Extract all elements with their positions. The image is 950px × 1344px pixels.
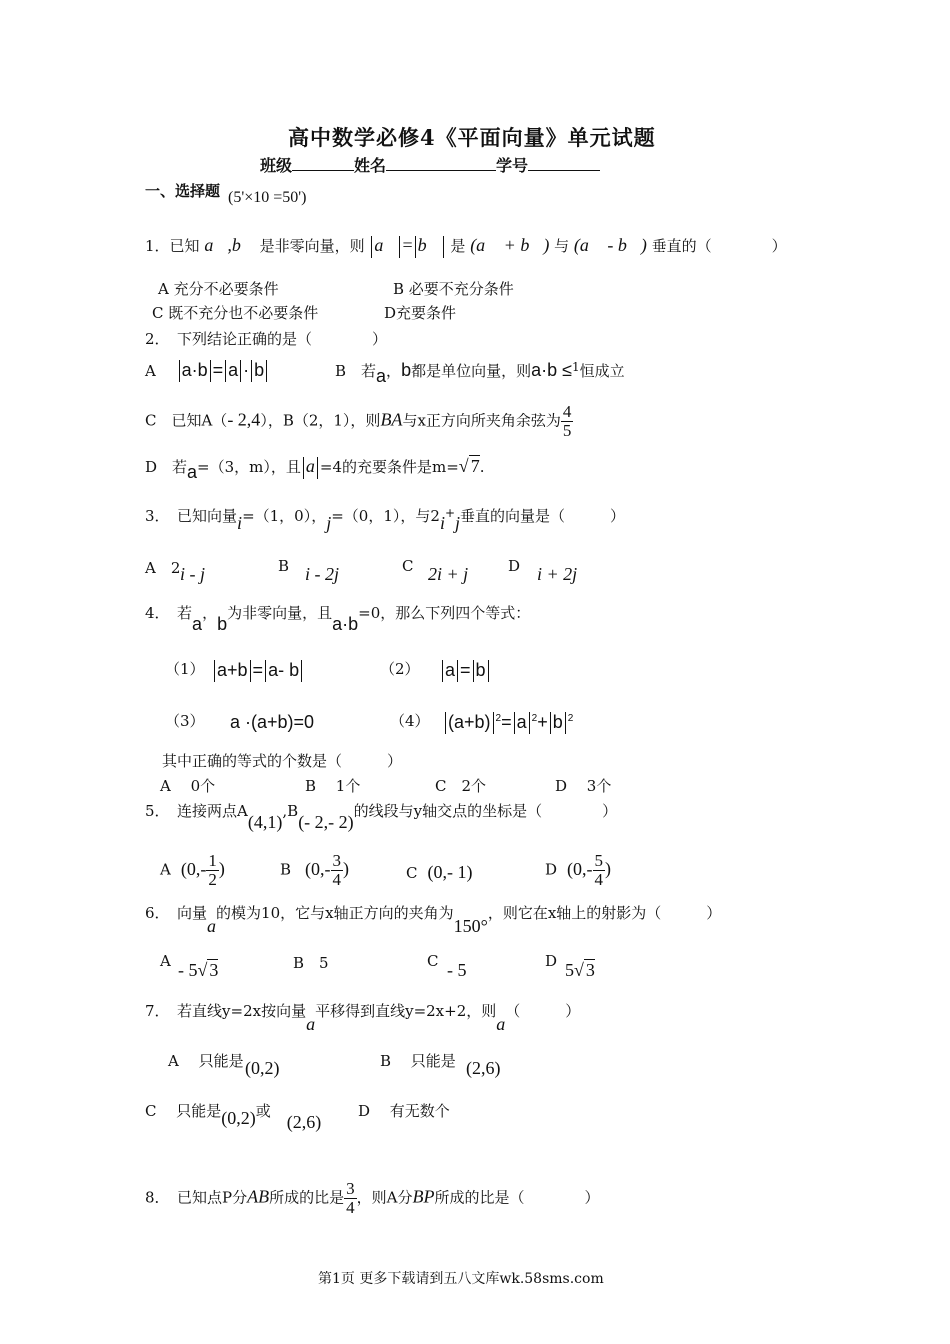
q4-comma: ，	[202, 604, 218, 622]
q3-option-d[interactable]: D	[508, 557, 521, 575]
q2-c-frac-num: 4	[562, 402, 572, 421]
q2-c-frac-den: 5	[562, 421, 572, 440]
q3-option-c[interactable]: C	[402, 557, 414, 575]
q7-option-c[interactable]	[145, 1100, 322, 1132]
q3-option-a[interactable]	[145, 557, 180, 578]
q2-c-point: - 2,4	[227, 409, 261, 430]
q5-comma: ,B	[282, 802, 299, 820]
q1-num: 1．已知	[145, 237, 200, 255]
q4-question: 其中正确的等式的个数是（ ）	[162, 752, 403, 770]
q2-c-end: 与x正方向所夹角余弦为	[402, 411, 561, 430]
name-label: 姓名	[354, 156, 387, 175]
q3-option-b[interactable]: B	[278, 557, 290, 575]
q5-option-a[interactable]: A (0,- $\frac{1}{2}$ )	[160, 851, 225, 889]
q6-option-c[interactable]: C	[427, 952, 439, 970]
q2-d-pre: D 若	[145, 458, 188, 476]
q6-option-b[interactable]: B 5	[293, 954, 329, 972]
q4-eq3-label: （3）	[165, 712, 205, 730]
q3-option-c-expr: 2i + j	[428, 564, 469, 584]
q2-c-vector: BA	[380, 409, 403, 430]
q5-a-num: 1	[208, 851, 217, 870]
q2-d-dot: .	[479, 458, 485, 476]
page-footer: 第1页 更多下载请到五八文库wk.58sms.com	[318, 1271, 604, 1287]
q6-option-c-value: - 5	[447, 960, 467, 980]
q8-stem-pre: 8． 已知点P分	[145, 1188, 248, 1207]
q2-c-mid: ），B（2，1），则	[260, 411, 381, 430]
q4-eq4: (a+b) $^2$= a $^2$+ b $^2$	[443, 712, 573, 734]
class-blank[interactable]	[292, 170, 354, 171]
q5-point-b: (- 2,- 2)	[298, 812, 354, 832]
q4-option-b[interactable]: B 1个	[305, 777, 361, 795]
q2-d-end: =4的充要条件是m=	[319, 458, 459, 476]
q3-plus: +	[444, 506, 456, 520]
q2-option-b[interactable]: B 若a，b都是单位向量，则a·b ≤$^1$恒成立	[335, 360, 625, 386]
q1-text3: 与	[554, 237, 570, 255]
page-title: 高中数学必修4《平面向量》单元试题	[288, 125, 656, 150]
q4-eq3: a ·(a+b)=0	[230, 712, 315, 732]
q5-stem-end: 的线段与y轴交点的坐标是（ ）	[353, 802, 618, 820]
number-label: 学号	[496, 156, 529, 175]
q6-option-d[interactable]: D	[545, 952, 558, 970]
q5-option-b[interactable]: B (0,- $\frac{3}{4}$ )	[280, 851, 350, 889]
q7-c-label: C 只能是	[145, 1102, 222, 1120]
q5-b-label: B	[280, 860, 292, 879]
q4-eq1: a+b = a- b	[212, 660, 304, 682]
q4-option-c[interactable]: C 2个	[435, 777, 487, 795]
q7-option-b-value: (2,6)	[466, 1058, 501, 1078]
q6-option-a[interactable]: A	[160, 952, 171, 970]
q7-c-val2: (2,6)	[286, 1112, 322, 1132]
section-heading: 一、选择题	[145, 182, 221, 200]
q4-stem-end: =0，那么下列四个等式：	[358, 604, 531, 622]
q6-d-val: 5	[565, 960, 574, 980]
q2-d-mid: =（3，m），且	[197, 458, 301, 476]
q3-option-a-expr: i - j	[180, 564, 205, 584]
q7-option-a-value: (0,2)	[245, 1058, 280, 1078]
q2-option-c[interactable]	[145, 403, 573, 440]
q5-b-den: 4	[332, 870, 342, 889]
q7-c-val1: (0,2)	[221, 1108, 256, 1128]
q5-a-label: A	[160, 860, 171, 879]
q5-a-den: 2	[208, 870, 217, 889]
q5-point-a: (4,1)	[247, 812, 283, 832]
q5-d-num: 5	[594, 851, 604, 870]
q3-i-value: =（1，0），	[242, 507, 327, 525]
q7-option-a[interactable]: A 只能是	[168, 1052, 244, 1070]
q3-j-value: =（0，1），与2	[331, 507, 440, 525]
q2-option-a[interactable]: A a·b = a · b	[145, 360, 269, 382]
q2-b-end: 恒成立	[579, 362, 625, 380]
question-5	[145, 800, 618, 832]
q8-stem-mid2: ，则A分	[356, 1188, 413, 1207]
q8-vector-ab: AB	[247, 1186, 270, 1207]
q4-stem-pre: 4． 若	[145, 604, 193, 622]
question-1: 1．已知 a⃗,b⃗ 是非零向量，则 a⃗ = b⃗ 是 (a⃗ + b⃗) 与 (a⃗ - b⃗) 垂直的（ ）	[145, 235, 787, 258]
question-6: 6． 向量a的模为10，它与x轴正方向的夹角为150°，则它在x轴上的射影为（ ）	[145, 904, 722, 936]
q7-stem-end: （ ）	[505, 1002, 581, 1020]
class-label: 班级	[260, 156, 293, 175]
q6-option-a-value: - 5√ 3	[178, 960, 219, 980]
question-7: 7． 若直线y=2x按向量a平移得到直线y=2x+2，则a（ ）	[145, 1002, 581, 1034]
q2-a-label: A	[145, 362, 156, 380]
q1-option-b[interactable]: B 必要不充分条件	[393, 280, 514, 298]
q7-option-b[interactable]: B 只能是	[380, 1052, 456, 1070]
q6-stem-end: ，则它在x轴上的射影为（ ）	[487, 904, 722, 922]
q5-b-num: 3	[332, 851, 342, 870]
student-info	[260, 153, 600, 176]
q5-d-den: 4	[594, 870, 604, 889]
q8-stem-mid: 所成的比是	[269, 1188, 345, 1207]
q5-c-label: C	[406, 864, 418, 882]
q1-text1: 是非零向量，则	[259, 237, 365, 255]
q3-a-label: A 2	[145, 559, 181, 577]
q4-option-d[interactable]: D 3个	[555, 777, 612, 795]
q8-frac-num: 3	[346, 1179, 355, 1198]
q8-frac-den: 4	[346, 1198, 355, 1217]
q6-stem-mid: 的模为10，它与x轴正方向的夹角为	[216, 904, 454, 922]
q1-option-d[interactable]: D充要条件	[384, 304, 457, 322]
q6-angle: 150°	[453, 916, 488, 936]
q3-stem: 3． 已知向量	[145, 507, 238, 525]
q2-b-mid: 都是单位向量，则	[411, 362, 532, 380]
q4-eq4-label: （4）	[390, 712, 430, 730]
q5-c-value: (0,- 1)	[427, 862, 473, 882]
q1-text4: 垂直的（ ）	[651, 237, 787, 255]
q4-option-a[interactable]: A 0个	[160, 777, 216, 795]
question-8	[145, 1180, 600, 1217]
q2-option-d[interactable]: D 若a=（3，m），且 a =4的充要条件是m=√ 7.	[145, 456, 485, 482]
q6-stem-pre: 6． 向量	[145, 904, 208, 922]
number-blank[interactable]	[528, 170, 600, 171]
q5-d-label: D	[545, 860, 558, 879]
q7-stem-pre: 7． 若直线y=2x按向量	[145, 1002, 307, 1020]
q5-option-c[interactable]	[406, 862, 472, 883]
q3-option-b-expr: i - 2j	[305, 564, 339, 584]
q5-option-d[interactable]: D (0,- $\frac{5}{4}$ )	[545, 851, 612, 889]
section-score: (5'×10 =50')	[228, 189, 307, 206]
q5-stem-pre: 5． 连接两点A	[145, 802, 248, 820]
q4-eq2: a = b	[440, 660, 491, 682]
q7-option-d[interactable]: D 有无数个	[358, 1102, 450, 1120]
q1-option-c[interactable]: C 既不充分也不必要条件	[152, 304, 319, 322]
q2-d-root: 7	[470, 456, 480, 476]
q2-b-pre: B 若	[335, 362, 377, 380]
q6-a-val: - 5	[178, 960, 198, 980]
q8-vector-bp: BP	[412, 1186, 435, 1207]
q7-c-or: 或	[255, 1102, 271, 1120]
question-3: 3． 已知向量i=（1，0），j=（0，1），与2i+j垂直的向量是（ ）	[145, 506, 626, 533]
q1-text2: 是	[450, 237, 466, 255]
question-4: 4． 若a，b为非零向量，且a·b=0，那么下列四个等式：	[145, 604, 531, 634]
q4-eq2-label: （2）	[380, 660, 420, 678]
q3-end: 垂直的向量是（ ）	[460, 507, 626, 525]
q3-option-d-expr: i + 2j	[537, 564, 578, 584]
q6-option-d-value: 5√ 3	[565, 960, 595, 980]
q2-c-pre: C 已知A（	[145, 411, 228, 430]
q7-stem-mid: 平移得到直线y=2x+2，则	[315, 1002, 497, 1020]
q8-stem-end: 所成的比是（ ）	[434, 1188, 600, 1207]
q4-eq1-label: （1）	[165, 660, 205, 678]
name-blank[interactable]	[386, 170, 496, 171]
q1-vectors: a⃗,b⃗	[204, 235, 255, 255]
q4-stem-mid: 为非零向量，且	[227, 604, 333, 622]
question-2: 2． 下列结论正确的是（ ）	[145, 330, 388, 348]
q1-option-a[interactable]: A 充分不必要条件	[158, 280, 279, 298]
